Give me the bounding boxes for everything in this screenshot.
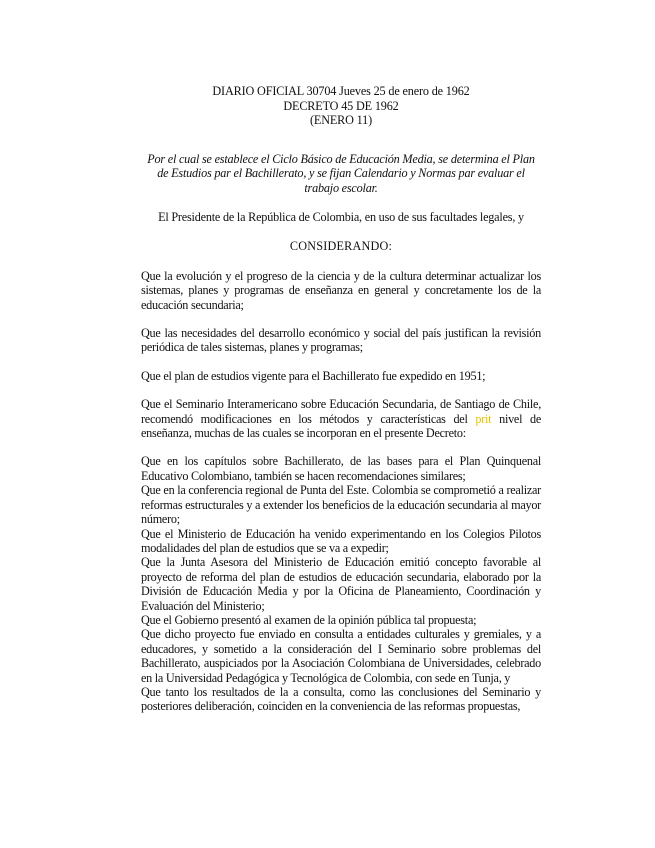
paragraph-4 bbox=[141, 397, 541, 440]
paragraph-6: Que en la conferencia regional de Punta del Este. Colombia se comprometió a realizar reformas estructurales y a extender los beneficios de la educación secundaria al mayor número; bbox=[141, 483, 541, 527]
document-header bbox=[141, 84, 541, 128]
paragraph-3: Que el plan de estudios vigente para el Bachillerato fue expedido en 1951; bbox=[141, 368, 486, 383]
paragraph-9: Que el Gobierno presentó al examen de la opinión pública tal propuesta; bbox=[141, 612, 477, 627]
paragraph-5: Que en los capítulos sobre Bachillerato, de las bases para el Plan Quinquenal Educativo Colombiano, también se hacen recomendaciones similares; bbox=[141, 454, 541, 483]
considerando-heading: CONSIDERANDO: bbox=[289, 239, 393, 254]
paragraph-4-text-a: Que el Seminario Interamericano sobre Educación Secundaria, de Santiago de Chile, recomendó modificaciones en los métodos y características del bbox=[141, 397, 541, 426]
paragraph-10: Que dicho proyecto fue enviado en consulta a entidades culturales y gremiales, y a educadores, y sometido a la consideración del I Seminario sobre problemas del Bachillerato, auspiciados por la Asociación Colombiana de Universidades, celebrado en la Universidad Pedagógica y Tecnológica de Colombia, con sede en Tunja, y bbox=[141, 627, 541, 685]
paragraph-7: Que el Ministerio de Educación ha venido experimentando en los Colegios Pilotos modalidades del plan de estudios que se va a expedir; bbox=[141, 526, 541, 555]
intro-line: El Presidente de la República de Colombia, en uso de sus facultades legales, y bbox=[158, 210, 524, 224]
paragraph-2: Que las necesidades del desarrollo económico y social del país justifican la revisión periódica de tales sistemas, planes y programas; bbox=[141, 326, 541, 355]
decree-subtitle: Por el cual se establece el Ciclo Básico de Educación Media, se determina el Plan de Estudios par el Bachillerato, y se fijan Calendario y Normas par evaluar el trabajo escolar. bbox=[147, 151, 535, 195]
paragraph-8: Que la Junta Asesora del Ministerio de Educación emitió concepto favorable al proyecto de reforma del plan de estudios de educación secundaria, elaborado por la División de Educación Media y por la Oficina de Planeamiento, Coordinación y Evaluación del Ministerio; bbox=[141, 555, 541, 613]
paragraph-11: Que tanto los resultados de la a consulta, como las conclusiones del Seminario y posteriores deliberación, coinciden en la conveniencia de las reformas propuestas, bbox=[141, 684, 541, 714]
paragraph-4-text-b: nivel de enseñanza, muchas de las cuales se incorporan en el presente Decreto: bbox=[141, 411, 541, 441]
decree-number: DECRETO 45 DE 1962 bbox=[283, 98, 399, 113]
decree-date: (ENERO 11) bbox=[309, 113, 373, 128]
gazette-line: DIARIO OFICIAL 30704 Jueves 25 de enero de 1962 bbox=[212, 84, 470, 98]
highlighted-word: prit bbox=[475, 411, 492, 426]
paragraph-1: Que la evolución y el progreso de la ciencia y de la cultura determinar actualizar los sistemas, planes y programas de enseñanza en general y concretamente los de la educación secundaria; bbox=[141, 268, 541, 312]
document-page bbox=[141, 84, 541, 714]
